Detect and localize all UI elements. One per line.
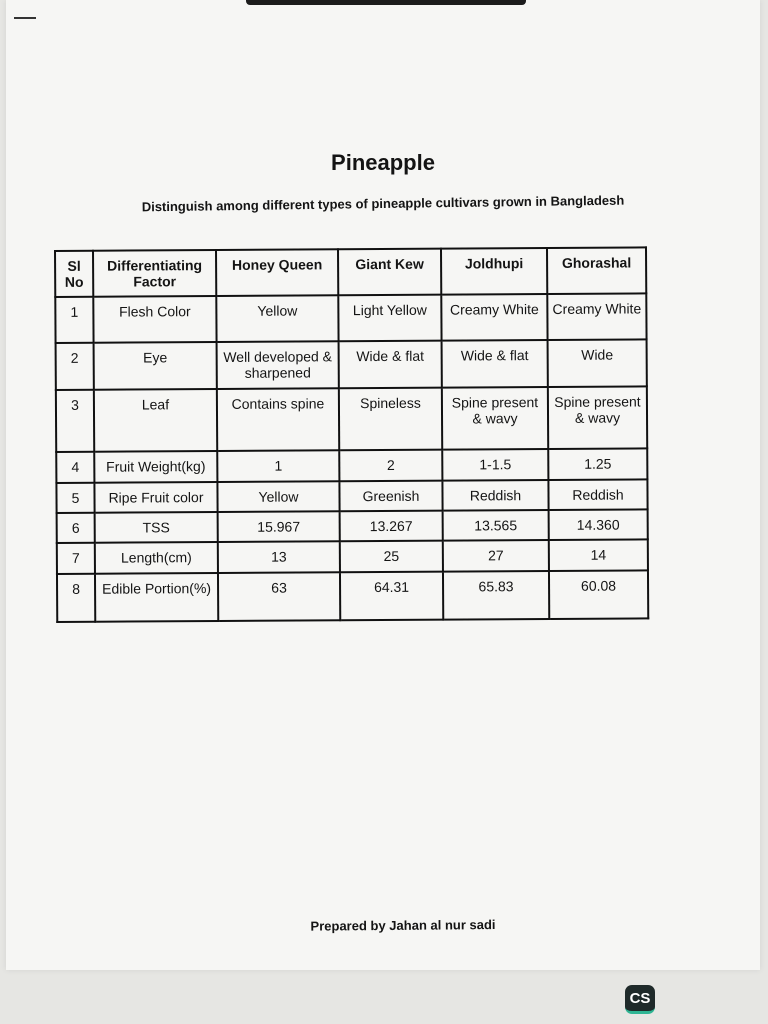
table-cell: Ripe Fruit color bbox=[94, 482, 217, 513]
table-cell: 27 bbox=[443, 540, 549, 572]
table-cell: 25 bbox=[340, 541, 443, 573]
table-row bbox=[57, 571, 648, 623]
table-cell: Light Yellow bbox=[338, 295, 441, 342]
header-cell: Joldhupi bbox=[441, 248, 547, 295]
table-cell: Yellow bbox=[217, 481, 339, 512]
table-cell: Wide bbox=[548, 340, 647, 388]
scan-shadow bbox=[246, 0, 526, 5]
table-cell: 65.83 bbox=[443, 571, 549, 620]
camscanner-icon: CS bbox=[625, 985, 655, 1014]
cultivar-table bbox=[54, 246, 649, 623]
table-row bbox=[56, 449, 647, 484]
table-cell: 1-1.5 bbox=[442, 449, 548, 481]
table-cell: 1 bbox=[55, 297, 93, 343]
table-cell: TSS bbox=[95, 512, 218, 543]
page-subtitle: Distinguish among different types of pineapple cultivars grown in Bangladesh bbox=[141, 192, 625, 215]
document-page bbox=[6, 0, 760, 970]
table-row bbox=[56, 387, 647, 453]
table-cell: 6 bbox=[57, 513, 95, 543]
table-cell: 63 bbox=[218, 573, 340, 622]
table-row bbox=[56, 480, 647, 514]
table-cell: Eye bbox=[94, 342, 217, 390]
table-cell: 1 bbox=[217, 450, 339, 482]
table-cell: Wide & flat bbox=[339, 341, 442, 389]
table-cell: Leaf bbox=[94, 389, 217, 452]
table-cell: 13 bbox=[218, 542, 340, 574]
table-cell: 13.267 bbox=[340, 511, 443, 542]
table-cell: 8 bbox=[57, 574, 95, 622]
table-cell: Reddish bbox=[548, 480, 647, 511]
table-cell: 14 bbox=[549, 540, 648, 572]
header-cell: Honey Queen bbox=[216, 249, 338, 296]
table-cell: 64.31 bbox=[340, 572, 443, 621]
table-cell: 7 bbox=[57, 543, 95, 574]
table-cell: 1.25 bbox=[548, 449, 647, 481]
table-cell: Flesh Color bbox=[93, 296, 216, 343]
header-cell: Giant Kew bbox=[338, 249, 441, 296]
page-title: Pineapple bbox=[331, 150, 435, 175]
table-cell: 3 bbox=[56, 390, 94, 452]
table-cell: Creamy White bbox=[441, 294, 547, 341]
header-cell: Sl No bbox=[55, 251, 93, 297]
table-cell: Edible Portion(%) bbox=[95, 573, 218, 622]
table-cell: 15.967 bbox=[218, 512, 340, 543]
table-cell: 4 bbox=[56, 452, 94, 483]
table-cell: Spine present & wavy bbox=[442, 387, 548, 450]
table-cell: 2 bbox=[56, 343, 94, 390]
table-header-row bbox=[55, 247, 646, 297]
table-cell: 2 bbox=[339, 450, 442, 482]
header-cell: Ghorashal bbox=[547, 247, 646, 294]
table-cell: 60.08 bbox=[549, 571, 648, 620]
table-container bbox=[54, 246, 649, 623]
table-row bbox=[56, 340, 647, 391]
table-row bbox=[55, 294, 646, 344]
prepared-by: Prepared by Jahan al nur sadi bbox=[310, 917, 496, 934]
corner-mark bbox=[14, 17, 36, 19]
table-cell: Reddish bbox=[442, 480, 548, 511]
table-cell: Wide & flat bbox=[442, 340, 548, 388]
table-cell: Spineless bbox=[339, 388, 442, 451]
table-cell: Spine present & wavy bbox=[548, 387, 647, 450]
table-cell: Length(cm) bbox=[95, 542, 218, 574]
table-row bbox=[57, 510, 648, 544]
table-cell: Yellow bbox=[216, 295, 338, 342]
header-cell: Differentiating Factor bbox=[93, 250, 216, 297]
table-cell: Greenish bbox=[339, 481, 442, 512]
table-cell: Well developed & sharpened bbox=[217, 341, 339, 389]
table-cell: 14.360 bbox=[549, 510, 648, 541]
table-cell: 13.565 bbox=[443, 510, 549, 541]
table-cell: 5 bbox=[56, 483, 94, 513]
table-cell: Contains spine bbox=[217, 388, 339, 451]
table-cell: Fruit Weight(kg) bbox=[94, 451, 217, 483]
table-row bbox=[57, 540, 648, 575]
table-cell: Creamy White bbox=[547, 294, 646, 341]
